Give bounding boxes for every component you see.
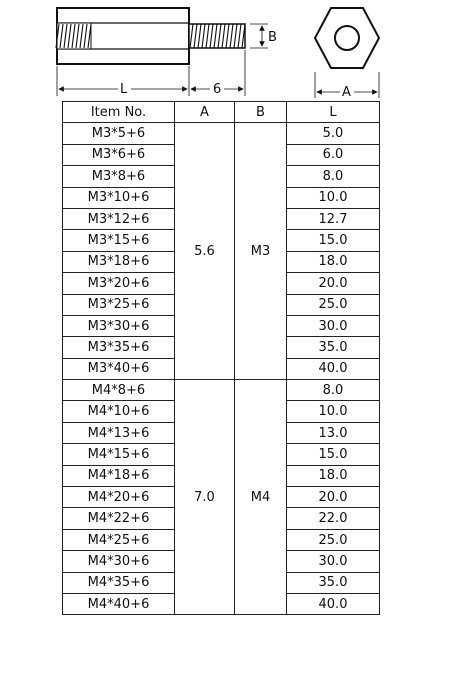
thread-size-cell: M3 [235, 123, 287, 380]
standoff-side-view [56, 8, 245, 64]
dim-a-label: A [342, 85, 351, 100]
dimension-a [315, 72, 379, 100]
dimension-b [250, 24, 277, 48]
length-cell: 12.7 [287, 208, 380, 229]
length-cell: 20.0 [287, 487, 380, 508]
length-cell: 20.0 [287, 273, 380, 294]
thread-size-cell: M4 [235, 380, 287, 615]
table-header-row [63, 102, 380, 123]
item-no-cell: M3*18+6 [63, 251, 175, 272]
header-a: A [175, 102, 235, 123]
length-cell: 18.0 [287, 465, 380, 486]
dimension-a-cell: 7.0 [175, 380, 235, 615]
item-no-cell: M3*30+6 [63, 315, 175, 336]
length-cell: 8.0 [287, 380, 380, 401]
item-no-cell: M3*20+6 [63, 273, 175, 294]
header-item-no: Item No. [63, 102, 175, 123]
item-no-cell: M4*10+6 [63, 401, 175, 422]
length-cell: 6.0 [287, 144, 380, 165]
length-cell: 8.0 [287, 166, 380, 187]
item-no-cell: M3*40+6 [63, 358, 175, 379]
item-no-cell: M4*18+6 [63, 465, 175, 486]
item-no-cell: M3*35+6 [63, 337, 175, 358]
table-row [63, 123, 380, 144]
length-cell: 40.0 [287, 593, 380, 614]
item-no-cell: M4*30+6 [63, 551, 175, 572]
length-cell: 40.0 [287, 358, 380, 379]
item-no-cell: M4*22+6 [63, 508, 175, 529]
dimension-a-cell: 5.6 [175, 123, 235, 380]
length-cell: 5.0 [287, 123, 380, 144]
item-no-cell: M4*15+6 [63, 444, 175, 465]
item-no-cell: M3*12+6 [63, 208, 175, 229]
length-cell: 25.0 [287, 529, 380, 550]
internal-thread [56, 23, 91, 49]
item-no-cell: M3*10+6 [63, 187, 175, 208]
item-no-cell: M4*40+6 [63, 593, 175, 614]
length-cell: 35.0 [287, 572, 380, 593]
dim-l-label: L [120, 82, 128, 97]
length-cell: 10.0 [287, 187, 380, 208]
external-thread [189, 24, 245, 48]
spec-table [62, 101, 380, 615]
item-no-cell: M3*25+6 [63, 294, 175, 315]
item-no-cell: M3*15+6 [63, 230, 175, 251]
item-no-cell: M3*6+6 [63, 144, 175, 165]
length-cell: 30.0 [287, 315, 380, 336]
length-cell: 35.0 [287, 337, 380, 358]
length-cell: 13.0 [287, 422, 380, 443]
dim-thread-length-label: 6 [213, 82, 222, 97]
length-cell: 10.0 [287, 401, 380, 422]
hex-end-view [315, 8, 379, 68]
length-cell: 18.0 [287, 251, 380, 272]
standoff-technical-drawing [0, 0, 470, 100]
table-body [63, 123, 380, 615]
dim-b-label: B [268, 30, 277, 45]
length-cell: 22.0 [287, 508, 380, 529]
item-no-cell: M3*5+6 [63, 123, 175, 144]
table-row [63, 380, 380, 401]
item-no-cell: M3*8+6 [63, 166, 175, 187]
header-l: L [287, 102, 380, 123]
item-no-cell: M4*13+6 [63, 422, 175, 443]
item-no-cell: M4*8+6 [63, 380, 175, 401]
item-no-cell: M4*25+6 [63, 529, 175, 550]
length-cell: 30.0 [287, 551, 380, 572]
item-no-cell: M4*35+6 [63, 572, 175, 593]
length-cell: 25.0 [287, 294, 380, 315]
length-cell: 15.0 [287, 444, 380, 465]
length-cell: 15.0 [287, 230, 380, 251]
header-b: B [235, 102, 287, 123]
item-no-cell: M4*20+6 [63, 487, 175, 508]
